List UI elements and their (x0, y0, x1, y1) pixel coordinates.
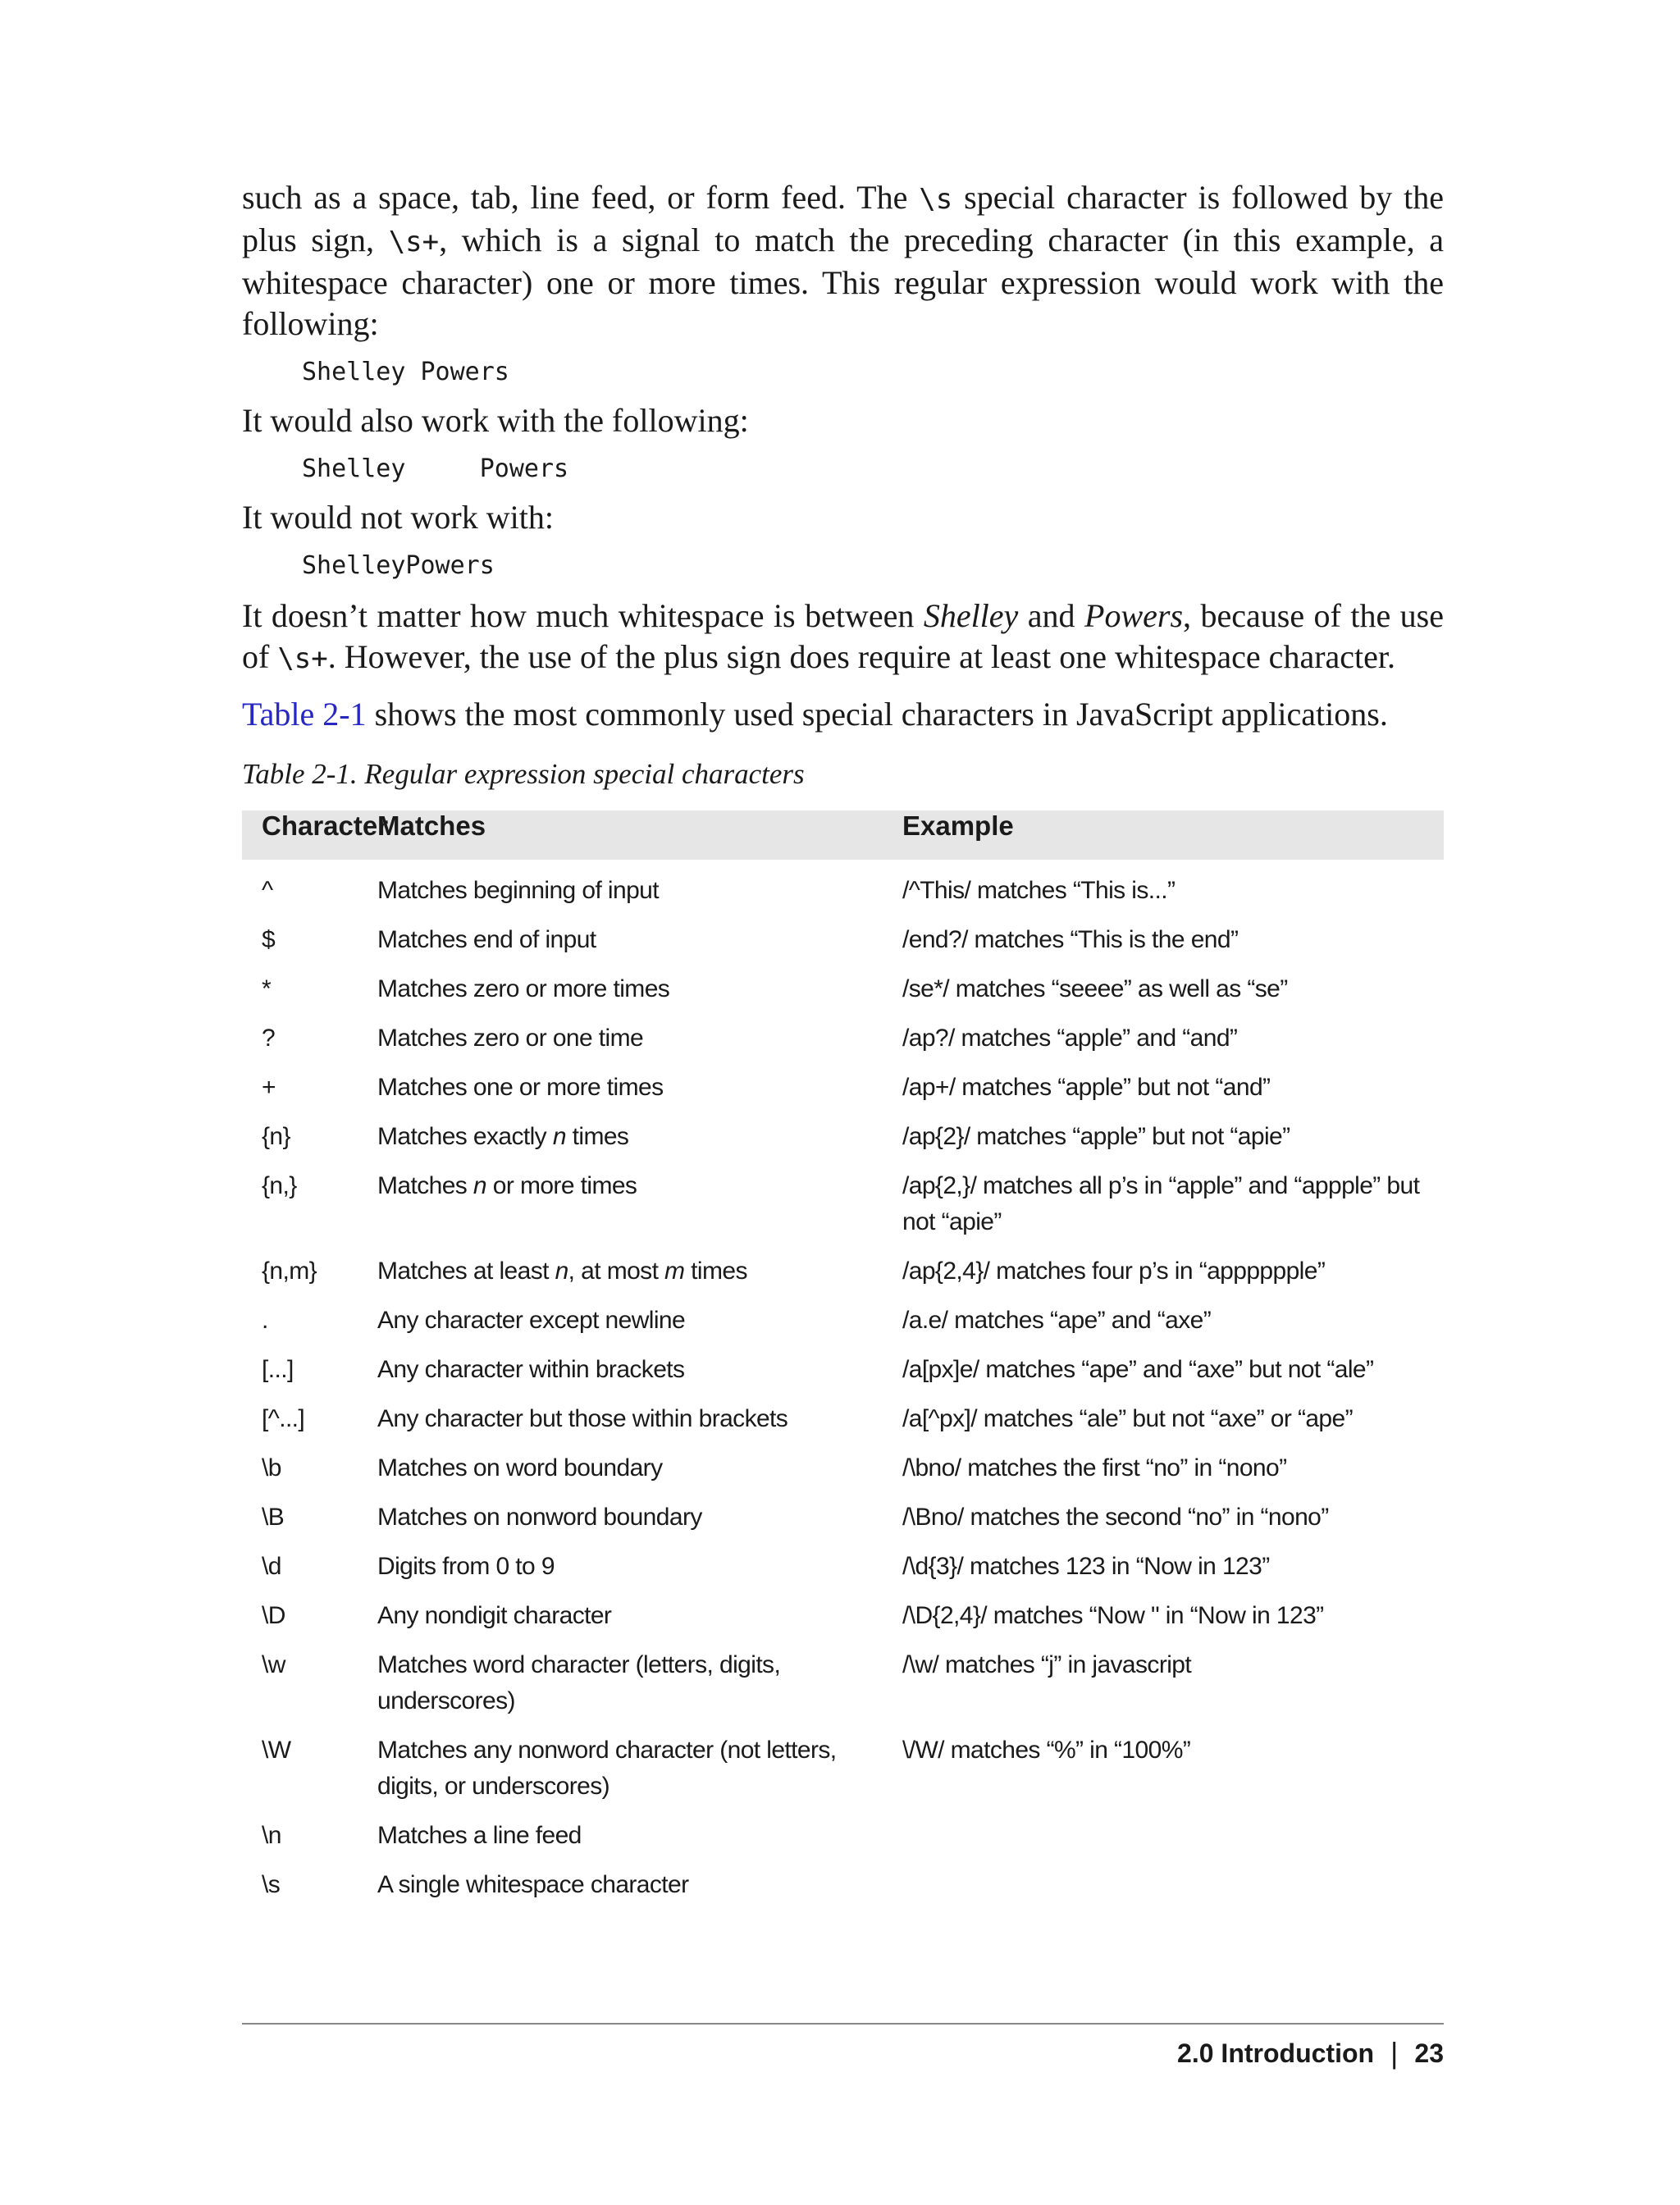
table-row (242, 1057, 1444, 1106)
cell-character: \D (262, 1602, 285, 1629)
cell-matches: Any nondigit character (377, 1602, 612, 1629)
cell-matches: Any character but those within brackets (377, 1405, 788, 1432)
cell-example: /ap?/ matches “apple” and “and” (902, 1025, 1238, 1052)
cell-matches: Matches end of input (377, 926, 596, 953)
table-row (242, 1854, 1444, 1903)
table-row (242, 1106, 1444, 1155)
table-row (242, 860, 1444, 909)
cell-matches: Matches n or more times (377, 1172, 637, 1199)
cell-matches: Matches zero or more times (377, 975, 670, 1002)
cell-character: \B (262, 1504, 285, 1531)
cell-character: \n (262, 1822, 281, 1849)
cell-matches: Digits from 0 to 9 (377, 1553, 555, 1580)
cell-character: {n,} (262, 1172, 297, 1199)
table-header-row (242, 810, 1444, 860)
cell-matches: Matches a line feed (377, 1822, 582, 1849)
cell-example: /ap{2,}/ matches all p’s in “apple” and “appple” but not “apie” (902, 1172, 1420, 1235)
cell-matches: Matches word character (letters, digits, underscores) (377, 1651, 781, 1714)
cell-character: + (262, 1074, 276, 1101)
cell-character: {n} (262, 1123, 290, 1150)
cell-example: /ap+/ matches “apple” but not “and” (902, 1074, 1271, 1101)
table-caption: Table 2-1. Regular expression special characters (242, 758, 805, 790)
cell-matches: Matches on nonword boundary (377, 1504, 702, 1531)
footer-section-title: 2.0 Introduction (1177, 2038, 1375, 2068)
cell-matches: Matches zero or one time (377, 1025, 644, 1052)
cell-matches: Matches beginning of input (377, 877, 659, 904)
cell-character: \w (262, 1651, 285, 1678)
code-example-2: Shelley Powers (302, 454, 569, 483)
cell-character: * (262, 975, 272, 1002)
cell-example: /ap{2}/ matches “apple” but not “apie” (902, 1123, 1290, 1150)
not-work-text: It would not work with: (242, 499, 554, 536)
header-character: Character (242, 810, 358, 860)
cell-example: /\Bno/ matches the second “no” in “nono” (902, 1504, 1329, 1531)
table-row (242, 958, 1444, 1007)
special-characters-table (242, 810, 1444, 1903)
table-row (242, 1634, 1444, 1719)
cell-example: /\D{2,4}/ matches “Now " in “Now in 123” (902, 1602, 1324, 1629)
cell-example (883, 1854, 1444, 1903)
cell-example: /ap{2,4}/ matches four p’s in “apppppple” (902, 1258, 1326, 1285)
intro-paragraph: such as a space, tab, line feed, or form feed. The \s special character is followed by the plus sign, \s+, which is a signal to match the preceding character (in this example, a whitespace character) one or more times. This regular expression would work with the following: (242, 179, 1445, 342)
cell-example: /a.e/ matches “ape” and “axe” (902, 1307, 1212, 1334)
cell-matches: Matches on word boundary (377, 1454, 663, 1481)
cell-character: . (262, 1307, 268, 1334)
cell-example: /\w/ matches “j” in javascript (902, 1651, 1192, 1678)
cell-matches: Matches any nonword character (not letters, digits, or underscores) (377, 1737, 837, 1800)
cell-matches: A single whitespace character (377, 1871, 689, 1898)
cell-character: \s (262, 1871, 281, 1898)
table-row (242, 1007, 1444, 1057)
inline-code: \s+ (277, 642, 328, 675)
page-number: 23 (1414, 2038, 1444, 2068)
inline-code: \s (919, 183, 953, 216)
cell-character: {n,m} (262, 1258, 317, 1285)
also-works-text: It would also work with the following: (242, 402, 749, 439)
table-row (242, 1290, 1444, 1339)
table-row (242, 1536, 1444, 1585)
page-footer (1177, 2036, 1444, 2070)
table-row (242, 1437, 1444, 1486)
cell-character: [...] (262, 1356, 294, 1383)
table-row (242, 1339, 1444, 1388)
header-example: Example (883, 810, 1444, 860)
cell-example: /\bno/ matches the first “no” in “nono” (902, 1454, 1287, 1481)
inline-code: \s+ (388, 226, 440, 258)
cell-character: $ (262, 926, 276, 953)
table-reference-paragraph: Table 2-1 shows the most commonly used special characters in JavaScript applications. (242, 696, 1388, 733)
table-row (242, 1155, 1444, 1240)
cell-matches: Matches at least n, at most m times (377, 1258, 747, 1285)
footer-rule (242, 2023, 1444, 2025)
cell-character: [^...] (262, 1405, 305, 1432)
cell-matches: Matches one or more times (377, 1074, 664, 1101)
whitespace-paragraph: It doesn’t matter how much whitespace is between Shelley and Powers, because of the use of \s+. However, the use of the plus sign does require at least one whitespace character. (242, 597, 1444, 675)
cell-example: /a[^px]/ matches “ale” but not “axe” or “ape” (902, 1405, 1353, 1432)
cell-matches: Matches exactly n times (377, 1123, 629, 1150)
cell-example: /se*/ matches “seeee” as well as “se” (902, 975, 1288, 1002)
cell-character: \b (262, 1454, 281, 1481)
header-matches: Matches (358, 810, 883, 860)
cell-matches: Any character except newline (377, 1307, 686, 1334)
table-row (242, 1388, 1444, 1437)
cell-character: \W (262, 1737, 291, 1764)
cell-example (883, 1805, 1444, 1854)
page-content (242, 177, 1444, 1903)
cell-character: ? (262, 1025, 276, 1052)
table-row (242, 1240, 1444, 1290)
table-2-1-link[interactable]: Table 2-1 (242, 696, 367, 733)
cell-example: \/W/ matches “%” in “100%” (902, 1737, 1191, 1764)
cell-example: /\d{3}/ matches 123 in “Now in 123” (902, 1553, 1270, 1580)
table-row (242, 909, 1444, 958)
cell-matches: Any character within brackets (377, 1356, 685, 1383)
footer-separator: | (1390, 2036, 1399, 2070)
cell-character: ^ (262, 877, 273, 904)
table-row (242, 1719, 1444, 1805)
table-body (242, 860, 1444, 1903)
cell-example: /end?/ matches “This is the end” (902, 926, 1239, 953)
table-row (242, 1805, 1444, 1854)
code-example-3: ShelleyPowers (302, 551, 495, 580)
cell-example: /a[px]e/ matches “ape” and “axe” but not “ale” (902, 1356, 1374, 1383)
cell-character: \d (262, 1553, 281, 1580)
cell-example: /^This/ matches “This is...” (902, 877, 1176, 904)
table-row (242, 1585, 1444, 1634)
table-row (242, 1486, 1444, 1536)
code-example-1: Shelley Powers (302, 358, 509, 386)
